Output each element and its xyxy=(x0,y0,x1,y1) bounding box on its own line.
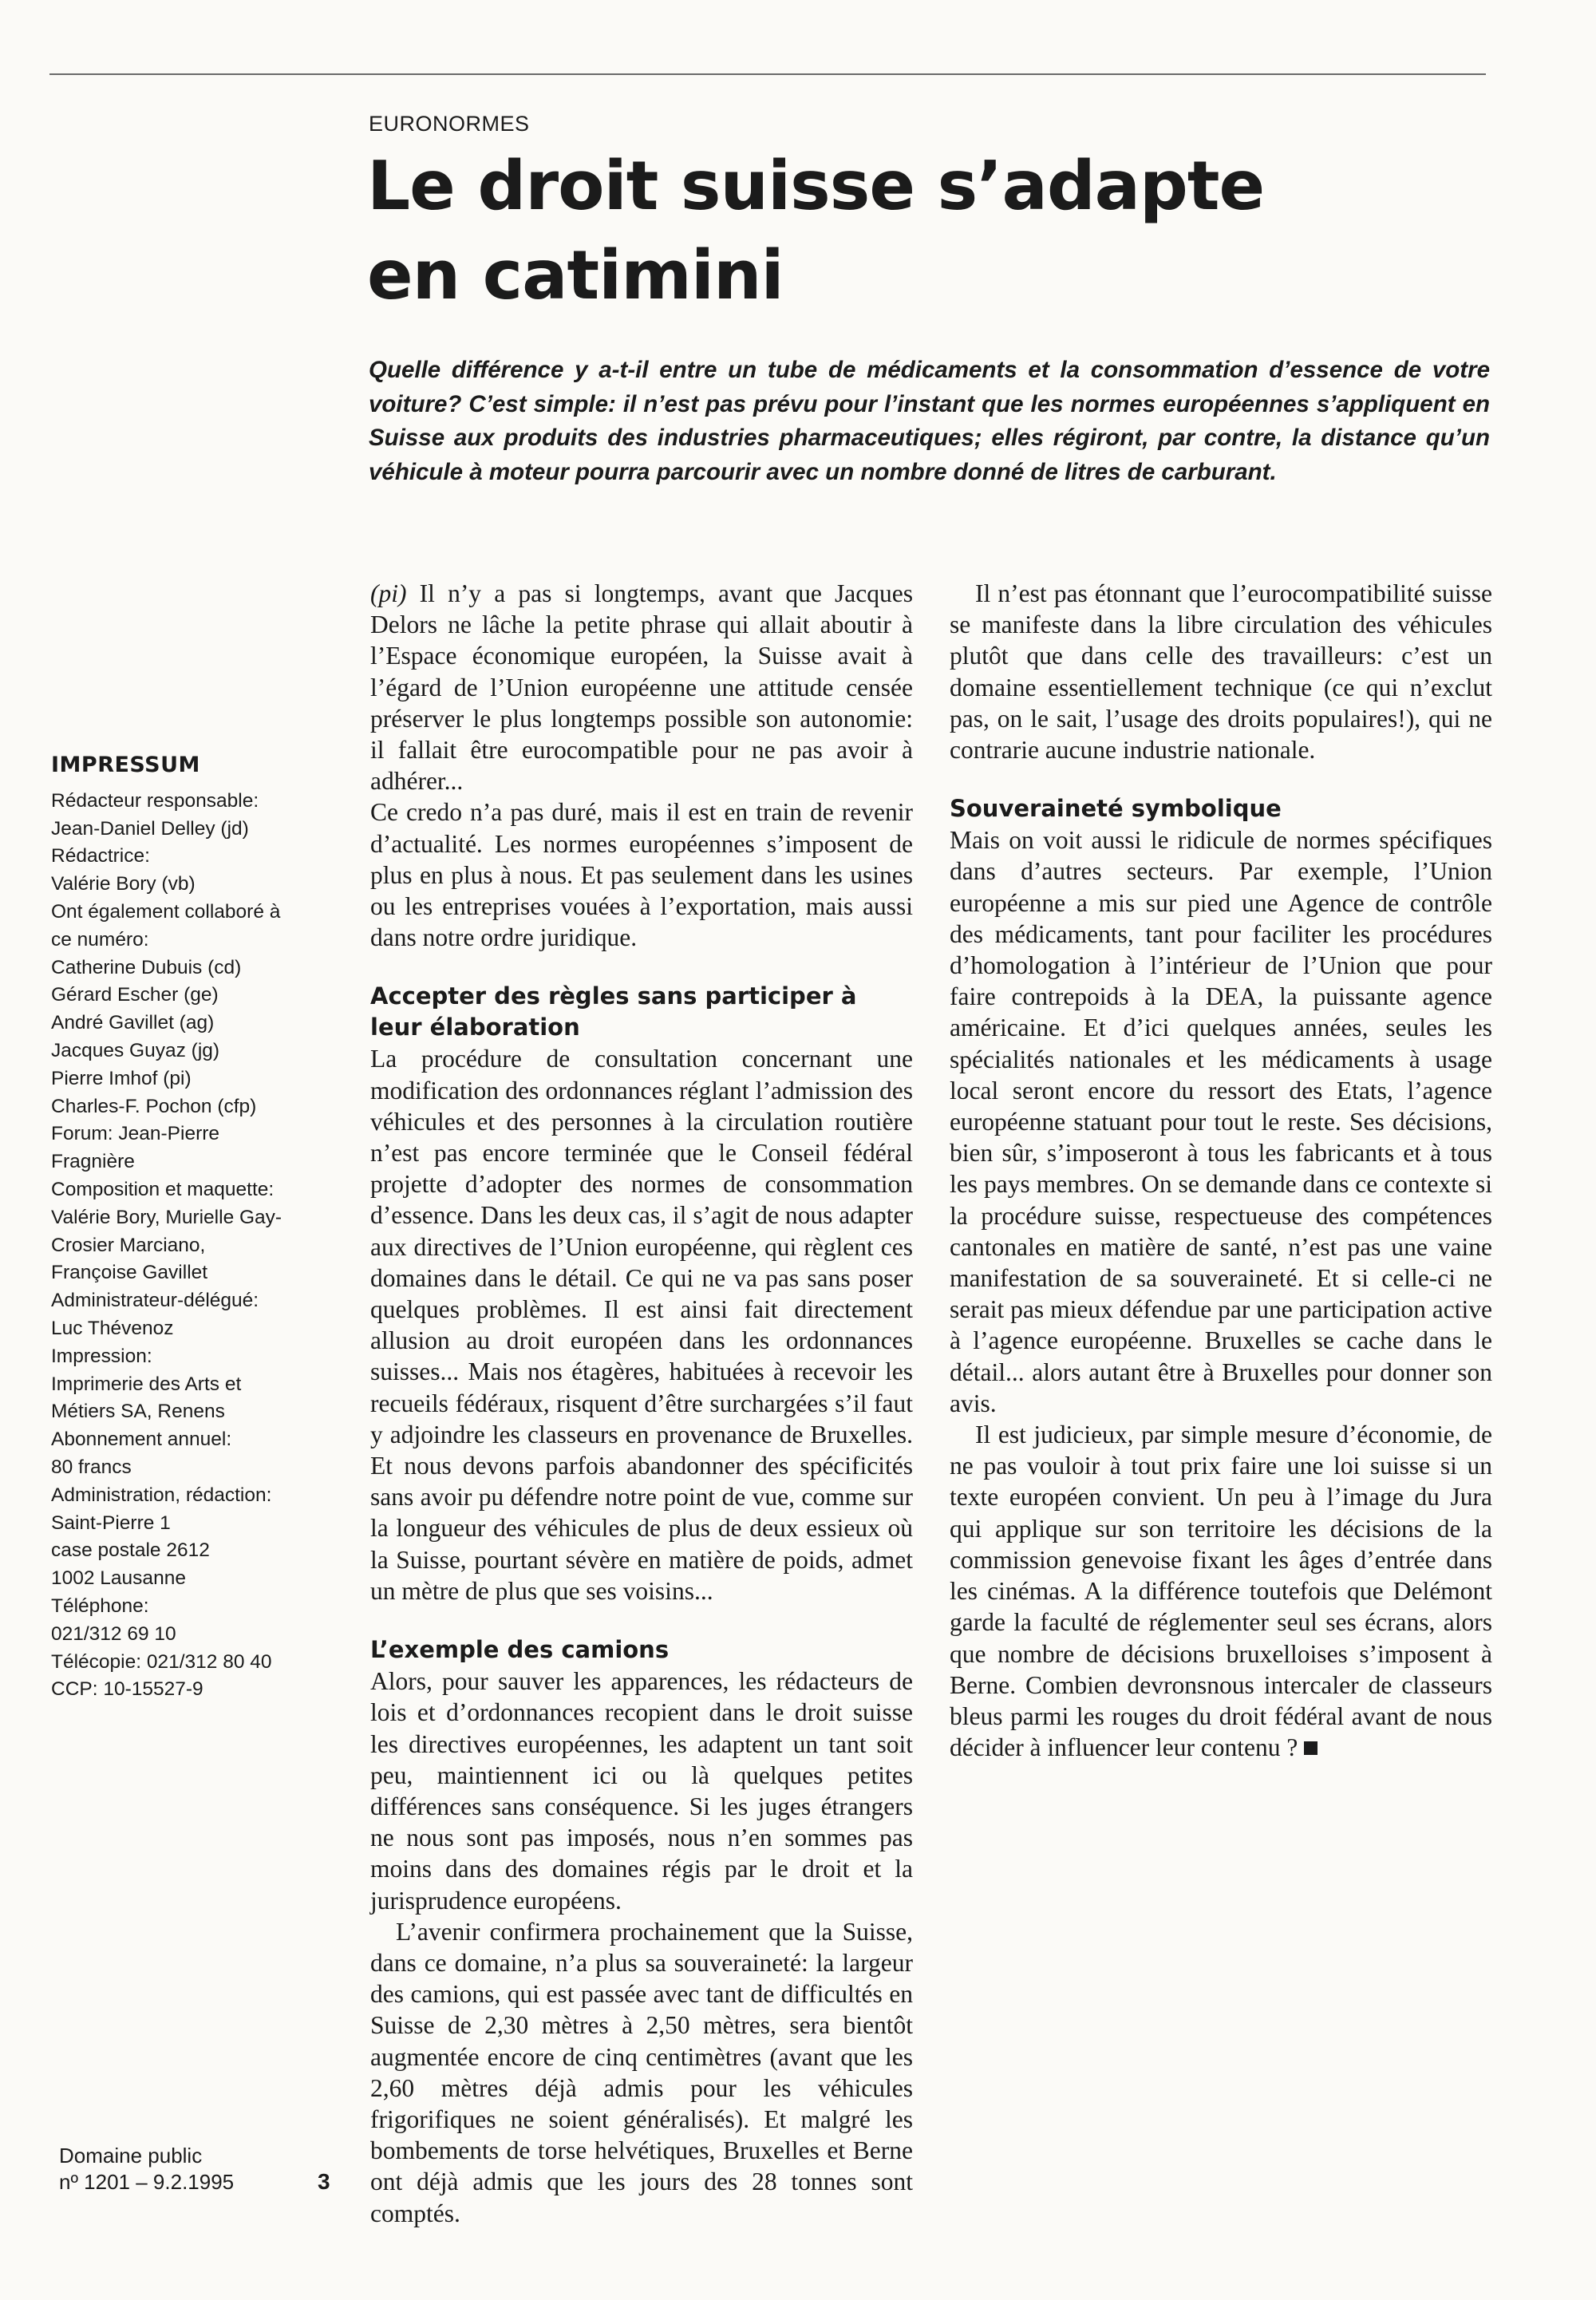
end-of-article-mark xyxy=(1304,1741,1317,1755)
impressum-line: 80 francs xyxy=(51,1456,132,1478)
impressum-line: Saint-Pierre 1 xyxy=(51,1512,171,1534)
paragraph-8 xyxy=(950,1419,1492,1763)
paragraph-5: L’avenir confirmera prochainement que la Suisse, dans ce domaine, n’a plus sa souveraineté: la largeur des camions, qui est passée avec tant de difficultés en Suisse de 2,30 mètres à 2,50 mètres, sera bientôt augmentée encore de cinq centimètres (avant que les 2,60 mètres déjà admis pour les véhicules frigorifiques ne soient généralisés). Et malgré les bombements de torse helvétiques, Bruxelles et Berne ont déjà admis que les jours des 28 tonnes sont comptés. xyxy=(370,1917,913,2227)
impressum-line: Rédacteur responsable: xyxy=(51,789,259,812)
impressum-heading: IMPRESSUM xyxy=(51,753,200,777)
impressum-line: Ont également collaboré à xyxy=(51,900,281,923)
impressum-line: Jean-Daniel Delley (jd) xyxy=(51,817,249,840)
paragraph-8-text: Il est judicieux, par simple mesure d’économie, de ne pas vouloir à tout prix faire une loi suisse si un texte européen convient. Un peu à l’image du Jura qui applique sur son territoire les décisions de la commission genevoise fixant les âges d’entrée dans les cinémas. A la différence toutefois que Delémont garde la faculté de réglementer seul ses écrans, alors que nombre de décisions bruxelloises s’imposent à Berne. Combien devronsnous intercaler de classeurs bleus parmi les rouges du droit fédéral avant de nous décider à influencer leur contenu ? xyxy=(950,1421,1492,1762)
impressum-line: Fragnière xyxy=(51,1151,135,1173)
impressum-line: Françoise Gavillet xyxy=(51,1262,208,1284)
issue-info: nº 1201 – 9.2.1995 xyxy=(59,2170,235,2194)
impressum-line: Impression: xyxy=(51,1345,152,1367)
article-column-2-content xyxy=(950,578,1492,1763)
impressum-line: Pierre Imhof (pi) xyxy=(51,1067,192,1089)
impressum-line: Jacques Guyaz (jg) xyxy=(51,1039,220,1061)
impressum-line: case postale 2612 xyxy=(51,1539,210,1562)
impressum-line: Télécopie: 021/312 80 40 xyxy=(51,1650,272,1673)
paragraph-4: Alors, pour sauver les apparences, les rédacteurs de lois et d’ordonnances recopient dans le droit suisse les directives européennes, les adaptent un tant soit peu, maintiennent ici ou là quelques petites différences sans conséquence. Si les juges étrangers ne nous sont pas imposés, nous n’en sommes pas moins dans des domaines régis par le droit et la jurisprudence européens. xyxy=(370,1667,913,1915)
section-rubric: EURONORMES xyxy=(369,112,530,136)
subheading-1: Accepter des règles sans participer à leur élaboration xyxy=(370,982,857,1041)
impressum-line: Téléphone: xyxy=(51,1595,149,1617)
article-title-line-2: en catimini xyxy=(367,236,784,315)
paragraph-1-text: Il n’y a pas si longtemps, avant que Jacques Delors ne lâche la petite phrase qui allait aboutir à l’Espace économique européen, la Suisse avait à l’égard de l’Union européenne une attitude censée préserver le plus longtemps possible son autonomie: il fallait être eurocompatible pour ne pas avoir à adhérer... xyxy=(370,579,913,796)
impressum-line: Luc Thévenoz xyxy=(51,1317,174,1339)
top-rule xyxy=(49,73,1486,75)
publication-name: Domaine public xyxy=(59,2144,203,2168)
page-number: 3 xyxy=(318,2169,330,2194)
paragraph-1 xyxy=(370,578,913,796)
impressum-line: Administrateur-délégué: xyxy=(51,1290,259,1312)
article-lede: Quelle différence y a-t-il entre un tube de médicaments et la consommation d’essence de votre voiture? C’est simple: il n’est pas prévu pour l’instant que les normes européennes s’appliquent en Suisse aux produits des industries pharmaceutiques; elles régiront, par contre, la distance qu’un véhicule à moteur pourra parcourir avec un nombre donné de litres de carburant. xyxy=(369,357,1490,485)
impressum-line: Catherine Dubuis (cd) xyxy=(51,956,242,978)
impressum-line: 021/312 69 10 xyxy=(51,1622,176,1645)
impressum-line: Forum: Jean-Pierre xyxy=(51,1123,220,1145)
impressum-line: Composition et maquette: xyxy=(51,1178,275,1200)
impressum-line: Valérie Bory (vb) xyxy=(51,873,196,895)
impressum-line: 1002 Lausanne xyxy=(51,1567,186,1590)
impressum-line: André Gavillet (ag) xyxy=(51,1012,215,1034)
paragraph-6: Il n’est pas étonnant que l’eurocompatibilité suisse se manifeste dans la libre circulation des véhicules plutôt que dans celle des travailleurs: c’est un domaine essentiellement technique (ce qui n’exclut pas, on le sait, l’usage des droits populaires!), qui ne contrarie aucune industrie nationale. xyxy=(950,579,1492,765)
paragraph-2: Ce credo n’a pas duré, mais il est en train de revenir d’actualité. Les normes européennes s’imposent de plus en plus à nous. Et pas seulement dans les usines ou les entreprises vouées à l’exportation, mais aussi dans notre ordre juridique. xyxy=(370,798,913,952)
impressum-line: Charles-F. Pochon (cfp) xyxy=(51,1095,257,1117)
author-tag: (pi) xyxy=(370,579,407,607)
impressum-lines xyxy=(51,788,326,1704)
article-column-1 xyxy=(370,578,913,2229)
impressum-line: Métiers SA, Renens xyxy=(51,1401,225,1423)
impressum-line: Crosier Marciano, xyxy=(51,1234,206,1256)
article-title xyxy=(367,142,1325,321)
paragraph-3: La procédure de consultation concernant une modification des ordonnances réglant l’admission des véhicules et des personnes à la circulation routière n’est pas encore terminée que le Conseil fédéral projette d’adopter des normes de consommation d’essence. Dans les deux cas, il s’agit de nous adapter aux directives de l’Union européenne, qui règlent ces domaines dans le détail. Ce qui ne va pas sans poser quelques problèmes. Il est ainsi fait directement allusion au droit européen dans les ordonnances suisses... Mais nos étagères, habituées à recevoir les recueils fédéraux, risquent d’être surchargées s’il faut y adjoindre les classeurs en provenance de Bruxelles. Et nous devons parfois abandonner des spécificités sans avoir pu défendre notre point de vue, comme sur la longueur des véhicules de plus de deux essieux où la Suisse, pourtant sévère en matière de poids, admet un mètre de plus que ses voisins... xyxy=(370,1045,913,1605)
impressum-line: ce numéro: xyxy=(51,928,149,950)
paragraph-7: Mais on voit aussi le ridicule de normes spécifiques dans d’autres secteurs. Par exemple, l’Union européenne a mis sur pied une Agence de contrôle des médicaments, tant pour faciliter les procédures d’homologation à l’intérieur de l’Union que pour faire contrepoids à la DEA, la puissante agence américaine. Et d’ici quelques années, seules les spécialités nationales et les médicaments à usage local seront encore du ressort des Etats, l’agence européenne statuant pour tout le reste. Ses décisions, bien sûr, s’imposeront à tous les fabricants et à tous les pays membres. On se demande dans ce contexte si la procédure suisse, respectueuse des compétences cantonales en matière de santé, n’est pas une vaine manifestation de sa souveraineté. Et si celle-ci ne serait pas mieux défendue par une participation active à l’agence européenne. Bruxelles se cache dans le détail... alors autant être à Bruxelles pour donner son avis. xyxy=(950,826,1492,1417)
article-title-line-1: Le droit suisse s’adapte xyxy=(367,147,1265,226)
impressum-line: Abonnement annuel: xyxy=(51,1429,232,1451)
page-footer xyxy=(59,2143,346,2195)
subheading-2: L’exemple des camions xyxy=(370,1636,670,1664)
impressum-line: Valérie Bory, Murielle Gay- xyxy=(51,1206,282,1228)
impressum-line: CCP: 10-15527-9 xyxy=(51,1678,203,1701)
impressum-line: Administration, rédaction: xyxy=(51,1484,272,1506)
impressum-box xyxy=(51,752,326,1704)
impressum-line: Imprimerie des Arts et xyxy=(51,1373,242,1395)
impressum-line: Rédactrice: xyxy=(51,845,150,867)
impressum-line: Gérard Escher (ge) xyxy=(51,984,219,1006)
subheading-3: Souveraineté symbolique xyxy=(950,795,1282,823)
